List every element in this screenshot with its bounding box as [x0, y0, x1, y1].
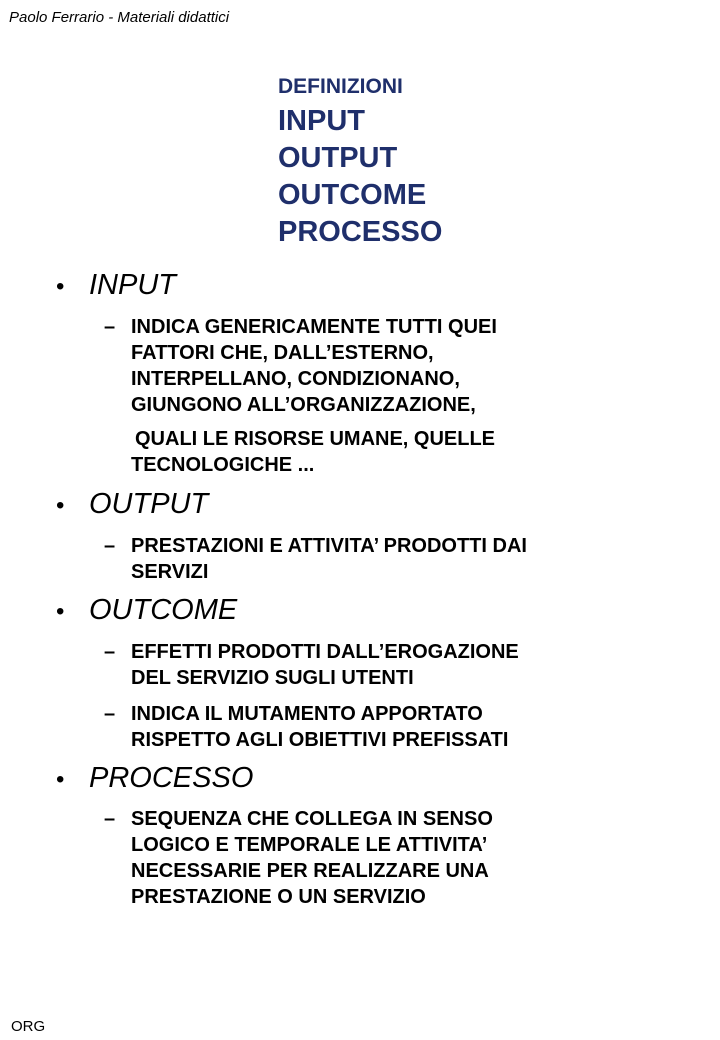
title-line-output: OUTPUT — [278, 142, 398, 174]
sub-item-outcome-2 — [56, 701, 676, 753]
sub-line: LOGICO E TEMPORALE LE ATTIVITA’ — [131, 834, 488, 856]
bullet-heading-processo: PROCESSO — [89, 762, 254, 794]
bullet-icon: • — [56, 273, 65, 300]
sub-line: NECESSARIE PER REALIZZARE UNA — [131, 860, 489, 882]
sub-line: QUALI LE RISORSE UMANE, QUELLE — [135, 428, 496, 450]
dash-icon: – — [104, 808, 116, 830]
sub-item-processo-1 — [56, 806, 676, 910]
sub-line: FATTORI CHE, DALL’ESTERNO, — [131, 342, 434, 364]
sub-line: SERVIZI — [131, 561, 209, 583]
bullet-heading-input: INPUT — [89, 269, 176, 301]
sub-line: TECNOLOGICHE ... — [131, 454, 315, 476]
sub-item-input-1 — [56, 314, 676, 418]
title-definizioni: DEFINIZIONI — [278, 75, 403, 98]
dash-icon: – — [104, 535, 116, 557]
page-header: Paolo Ferrario - Materiali didattici — [9, 9, 230, 26]
bullet-heading-output: OUTPUT — [89, 488, 209, 520]
sub-line: RISPETTO AGLI OBIETTIVI PREFISSATI — [131, 729, 509, 751]
bullet-outcome — [56, 593, 676, 629]
section-outcome — [56, 593, 676, 753]
bullet-icon: • — [56, 492, 65, 519]
title-line-processo: PROCESSO — [278, 216, 443, 248]
bullet-heading-outcome: OUTCOME — [89, 594, 238, 626]
bullet-icon: • — [56, 766, 65, 793]
sub-line: DEL SERVIZIO SUGLI UTENTI — [131, 667, 414, 689]
sub-item-output-1 — [56, 533, 676, 585]
title-line-outcome: OUTCOME — [278, 179, 427, 211]
sub-line: INDICA GENERICAMENTE TUTTI QUEI — [131, 316, 497, 338]
section-input — [56, 268, 676, 478]
input-continuation — [56, 426, 676, 478]
sub-line: EFFETTI PRODOTTI DALL’EROGAZIONE — [131, 641, 519, 663]
sub-line: INTERPELLANO, CONDIZIONANO, — [131, 368, 460, 390]
page-footer: ORG — [11, 1018, 46, 1035]
bullet-processo — [56, 761, 676, 797]
sub-line: SEQUENZA CHE COLLEGA IN SENSO — [131, 808, 493, 830]
section-output — [56, 487, 676, 585]
dash-icon: – — [104, 641, 116, 663]
sub-line: PRESTAZIONE O UN SERVIZIO — [131, 886, 426, 908]
bullet-output — [56, 487, 676, 523]
title-block — [278, 74, 442, 251]
bullet-icon: • — [56, 598, 65, 625]
dash-icon: – — [104, 703, 116, 725]
sub-line: PRESTAZIONI E ATTIVITA’ PRODOTTI DAI — [131, 535, 527, 557]
bullet-input — [56, 268, 676, 304]
section-processo — [56, 761, 676, 910]
sub-item-outcome-1 — [56, 639, 676, 691]
sub-line: GIUNGONO ALL’ORGANIZZAZIONE, — [131, 394, 476, 416]
sub-line: INDICA IL MUTAMENTO APPORTATO — [131, 703, 483, 725]
dash-icon: – — [104, 316, 116, 338]
title-line-input: INPUT — [278, 105, 365, 137]
